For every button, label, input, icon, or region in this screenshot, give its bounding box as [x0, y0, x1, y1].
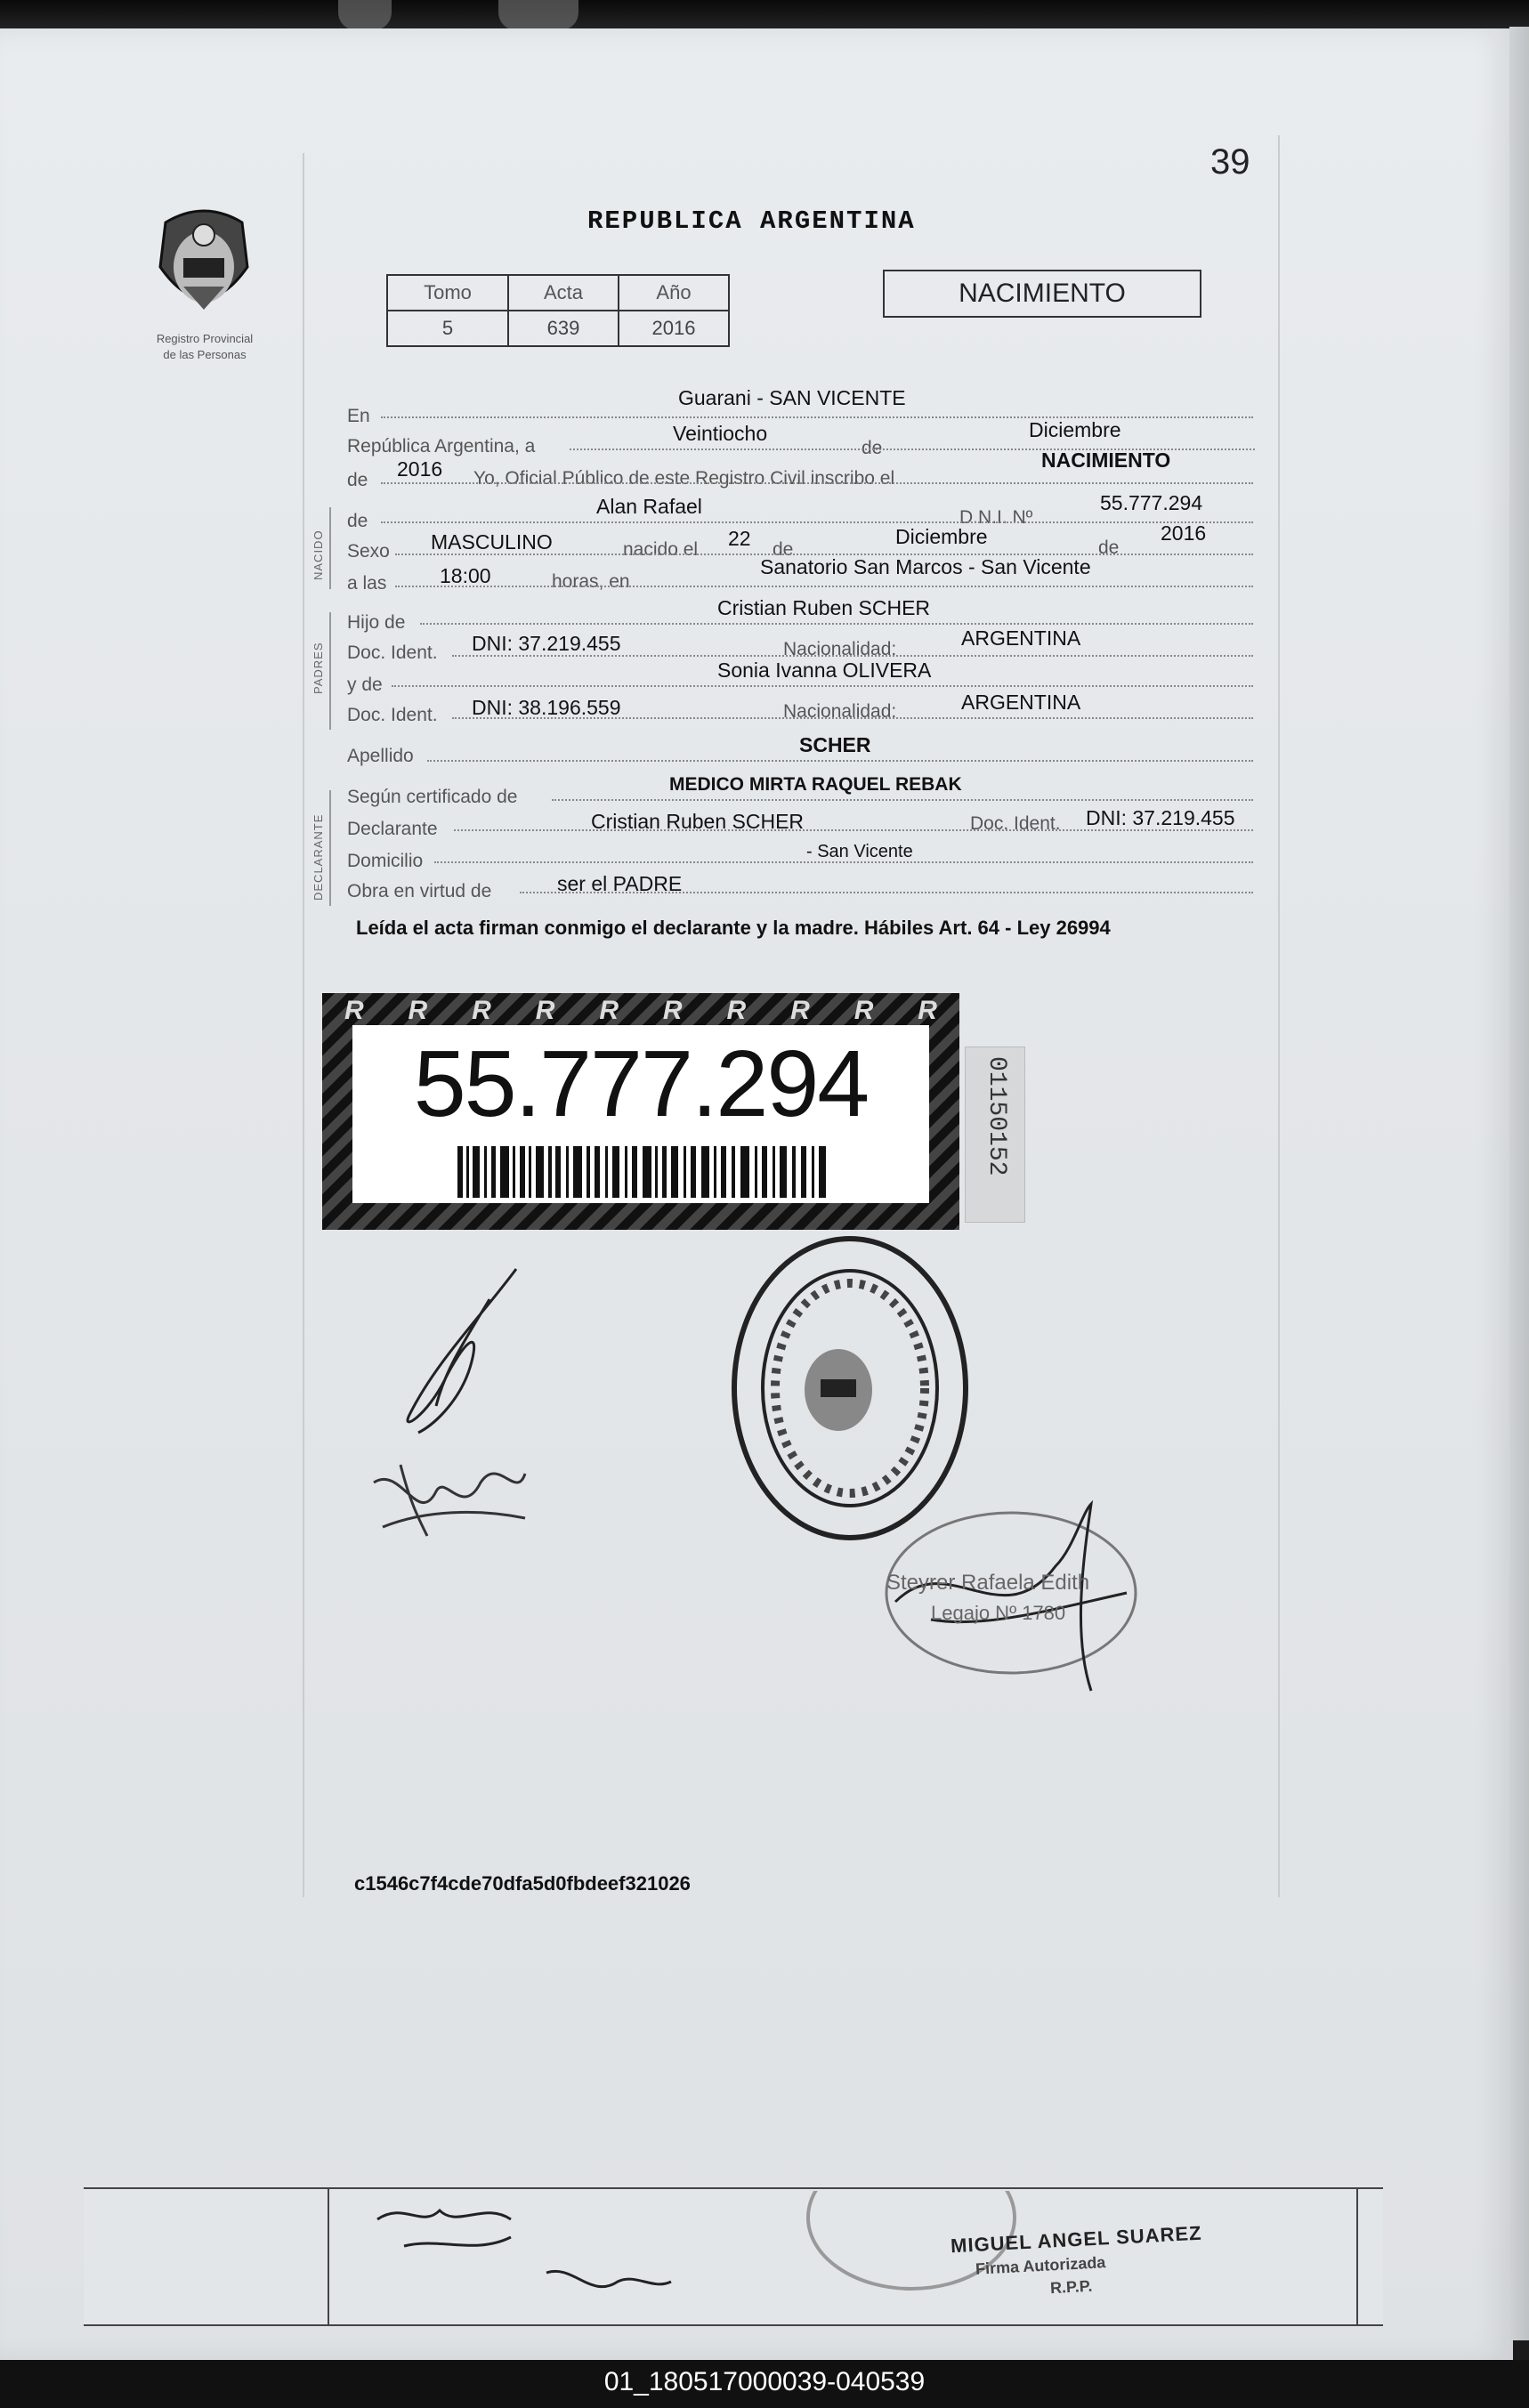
barcode-pattern: [322, 993, 959, 1029]
barcode-panel: [352, 1025, 929, 1203]
page-number: 39: [1210, 142, 1250, 182]
father-nationality-value: ARGENTINA: [961, 626, 1081, 650]
sex-value: MASCULINO: [431, 530, 553, 554]
month-value: Diciembre: [1029, 418, 1121, 441]
barcode-pattern-letter: R: [599, 996, 619, 1025]
place-value: Guarani - SAN VICENTE: [678, 386, 906, 409]
label-de: de: [1098, 537, 1120, 558]
label-apellido: Apellido: [347, 746, 414, 766]
svg-text:Steyrer Rafaela Edith: Steyrer Rafaela Edith: [886, 1571, 1090, 1595]
scan-top-edge: [338, 0, 392, 30]
barcode-number: 55.777.294: [413, 1031, 869, 1136]
day-text-value: Veintiocho: [673, 422, 768, 445]
bottom-signature: [368, 2193, 689, 2317]
label-de: de: [347, 470, 368, 490]
strip-divider: [328, 2189, 329, 2324]
label-obra: Obra en virtud de: [347, 881, 492, 901]
strip-divider: [1356, 2189, 1358, 2324]
section-bar: [329, 790, 331, 906]
declarant-value: Cristian Ruben SCHER: [591, 810, 805, 833]
dni-value: 55.777.294: [1100, 491, 1203, 514]
barcode-pattern-letter: R: [344, 996, 364, 1025]
name-value: Alan Rafael: [596, 495, 702, 518]
dotted-line: [454, 828, 1253, 831]
scan-top-edge: [498, 0, 578, 30]
label-nacionalidad: Nacionalidad:: [783, 701, 897, 722]
authorized-org: R.P.P.: [1049, 2276, 1093, 2298]
label-de: de: [862, 438, 883, 458]
section-label-declarante: DECLARANTE: [311, 813, 325, 901]
signature-mother: [365, 1447, 534, 1545]
page-margin-left: [303, 153, 304, 1897]
dotted-line: [381, 415, 1253, 418]
label-doc-ident: Doc. Ident.: [347, 705, 438, 725]
birth-day-value: 22: [728, 527, 751, 550]
birth-year-value: 2016: [1161, 521, 1207, 545]
record-meta-table: [386, 274, 730, 347]
section-label-padres: PADRES: [311, 642, 325, 694]
year-value: 2016: [397, 457, 443, 481]
dotted-line: [381, 520, 1253, 523]
barcode-label: [322, 993, 959, 1230]
registry-emblem-icon: [148, 205, 260, 320]
svg-text:Legajo Nº 1780: Legajo Nº 1780: [931, 1602, 1066, 1624]
barcode-side-code: [965, 1046, 1025, 1223]
label-oficial: Yo, Oficial Público de este Registro Civil inscribo el: [473, 468, 895, 489]
surname-value: SCHER: [799, 733, 871, 756]
label-declarante: Declarante: [347, 819, 438, 839]
reason-value: ser el PADRE: [557, 872, 683, 895]
bottom-authorization-strip: [84, 2187, 1383, 2326]
document-heading: REPUBLICA ARGENTINA: [587, 206, 916, 236]
label-domicilio: Domicilio: [347, 851, 424, 871]
father-doc-value: DNI: 37.219.455: [472, 632, 621, 655]
label-hijo-de: Hijo de: [347, 612, 406, 633]
label-doc-ident: Doc. Ident.: [347, 642, 438, 663]
emblem-caption: [133, 331, 276, 363]
label-republica: República Argentina, a: [347, 436, 536, 457]
authorized-name: MIGUEL ANGEL SUAREZ: [950, 2221, 1203, 2258]
dotted-line: [520, 890, 1253, 893]
label-en: En: [347, 406, 370, 426]
address-value: - San Vicente: [806, 842, 913, 861]
dotted-line: [452, 653, 1253, 657]
mother-doc-value: DNI: 38.196.559: [472, 696, 621, 719]
barcode-pattern-letter: R: [662, 996, 683, 1025]
meta-value-ano: 2016: [619, 311, 729, 346]
official-signature: [878, 1495, 1145, 1709]
mother-name-value: Sonia Ivanna OLIVERA: [717, 659, 932, 682]
birth-place-value: Sanatorio San Marcos - San Vicente: [760, 555, 1091, 578]
barcode-pattern-letter: R: [726, 996, 747, 1025]
scan-footer: [0, 2360, 1529, 2408]
label-segun: Según certificado de: [347, 787, 518, 807]
dotted-line: [381, 481, 1253, 484]
label-a-las: a las: [347, 573, 387, 594]
section-bar: [329, 612, 331, 730]
barcode-pattern-letter: R: [472, 996, 491, 1025]
father-name-value: Cristian Ruben SCHER: [717, 596, 931, 619]
barcode-icon: [457, 1146, 828, 1198]
record-type-value: NACIMIENTO: [1041, 448, 1171, 472]
birth-time-value: 18:00: [440, 564, 491, 587]
label-sexo: Sexo: [347, 541, 390, 562]
section-bar: [329, 507, 331, 589]
dotted-line: [427, 758, 1253, 762]
dotted-line: [392, 683, 1253, 687]
label-nacido-el: nacido el: [623, 539, 699, 560]
label-nacionalidad: Nacionalidad:: [783, 639, 897, 659]
meta-value-tomo: 5: [387, 311, 508, 346]
declarant-doc-value: DNI: 37.219.455: [1086, 806, 1235, 829]
label-horas-en: horas, en: [552, 571, 630, 592]
emblem-caption-line: Registro Provincial: [156, 332, 254, 345]
document-type-box: NACIMIENTO: [883, 270, 1201, 318]
mother-nationality-value: ARGENTINA: [961, 691, 1081, 714]
emblem-caption-line: de las Personas: [163, 348, 247, 361]
label-dni: D.N.I. Nº: [959, 507, 1033, 528]
dotted-line: [552, 797, 1253, 801]
page-margin-right: [1278, 135, 1280, 1897]
barcode-pattern-letter: R: [408, 996, 428, 1025]
meta-header-acta: Acta: [508, 275, 619, 311]
dotted-line: [434, 860, 1253, 863]
document-hash: c1546c7f4cde70dfa5d0fbdeef321026: [354, 1872, 691, 1895]
barcode-pattern-letter: R: [535, 996, 555, 1025]
meta-value-acta: 639: [508, 311, 619, 346]
meta-header-tomo: Tomo: [387, 275, 508, 311]
dotted-line: [452, 715, 1253, 719]
meta-header-ano: Año: [619, 275, 729, 311]
label-y-de: y de: [347, 675, 383, 695]
label-doc-ident: Doc. Ident.: [970, 813, 1061, 834]
barcode-pattern-letter: R: [790, 996, 810, 1025]
label-de: de: [347, 511, 368, 531]
barcode-pattern-letter: R: [853, 996, 874, 1025]
sheet-edge: [1509, 27, 1529, 2340]
barcode-side-number: 01150152: [983, 1056, 1010, 1176]
signature-declarant: [383, 1264, 534, 1442]
barcode-pattern-letter: R: [918, 996, 937, 1025]
authorized-role: Firma Autorizada: [975, 2253, 1106, 2278]
label-de: de: [773, 539, 794, 560]
closing-statement: Leída el acta firman conmigo el declarante y la madre. Hábiles Art. 64 - Ley 26994: [356, 917, 1111, 939]
certificate-value: MEDICO MIRTA RAQUEL REBAK: [669, 774, 962, 795]
dotted-line: [395, 584, 1253, 587]
birth-month-value: Diciembre: [895, 525, 988, 548]
dotted-line: [420, 621, 1253, 625]
scan-footer-label: 01_180517000039-040539: [603, 2367, 926, 2396]
section-label-nacido: NACIDO: [311, 529, 325, 580]
